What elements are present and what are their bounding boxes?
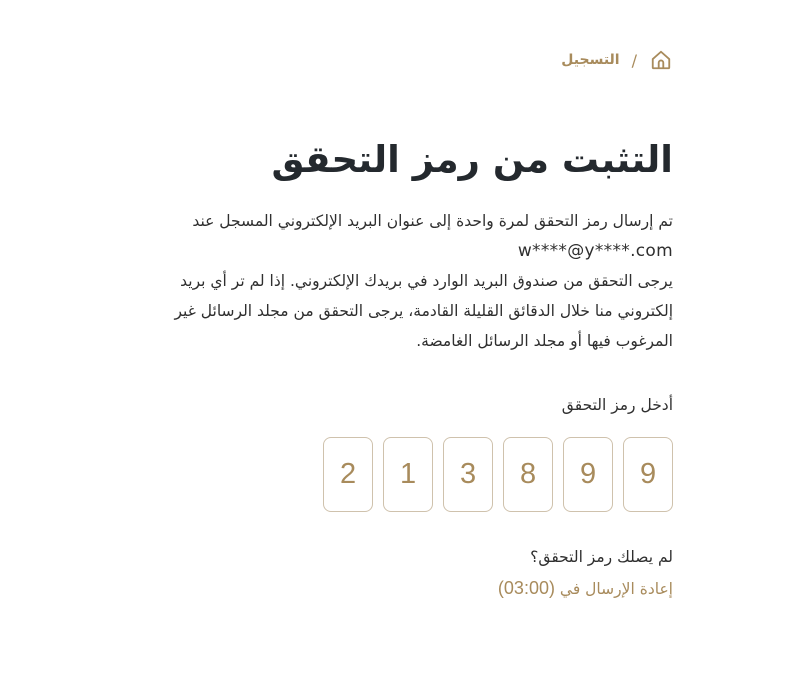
resend-label: إعادة الإرسال في [559,580,673,598]
otp-digit-4[interactable]: 3 [443,437,493,512]
description-sent-text: تم إرسال رمز التحقق لمرة واحدة إلى عنوان البريد الإلكتروني المسجل عند [192,212,673,230]
otp-digit-3[interactable]: 8 [503,437,553,512]
breadcrumb [561,48,673,72]
page-title: التثبت من رمز التحقق [271,138,673,181]
resend-link[interactable] [498,578,673,599]
home-icon[interactable] [649,48,673,72]
page-description [133,206,673,356]
breadcrumb-separator: / [631,50,637,70]
no-code-question: لم يصلك رمز التحقق؟ [530,548,673,566]
description-check-inbox: يرجى التحقق من صندوق البريد الوارد في بريدك الإلكتروني. إذا لم تر أي بريد إلكتروني منا خلال الدقائق القليلة القادمة، يرجى التحقق من مجلد الرسائل غير المرغوب فيها أو مجلد الرسائل الغامضة. [174,272,673,350]
otp-label: أدخل رمز التحقق [561,396,673,414]
otp-input-group [323,437,673,512]
otp-digit-2[interactable]: 9 [563,437,613,512]
otp-digit-6[interactable]: 2 [323,437,373,512]
otp-digit-5[interactable]: 1 [383,437,433,512]
masked-email: w****@y****.com [517,241,673,261]
otp-digit-1[interactable]: 9 [623,437,673,512]
resend-timer: (03:00) [497,578,555,598]
breadcrumb-registration[interactable]: التسجيل [561,52,620,68]
